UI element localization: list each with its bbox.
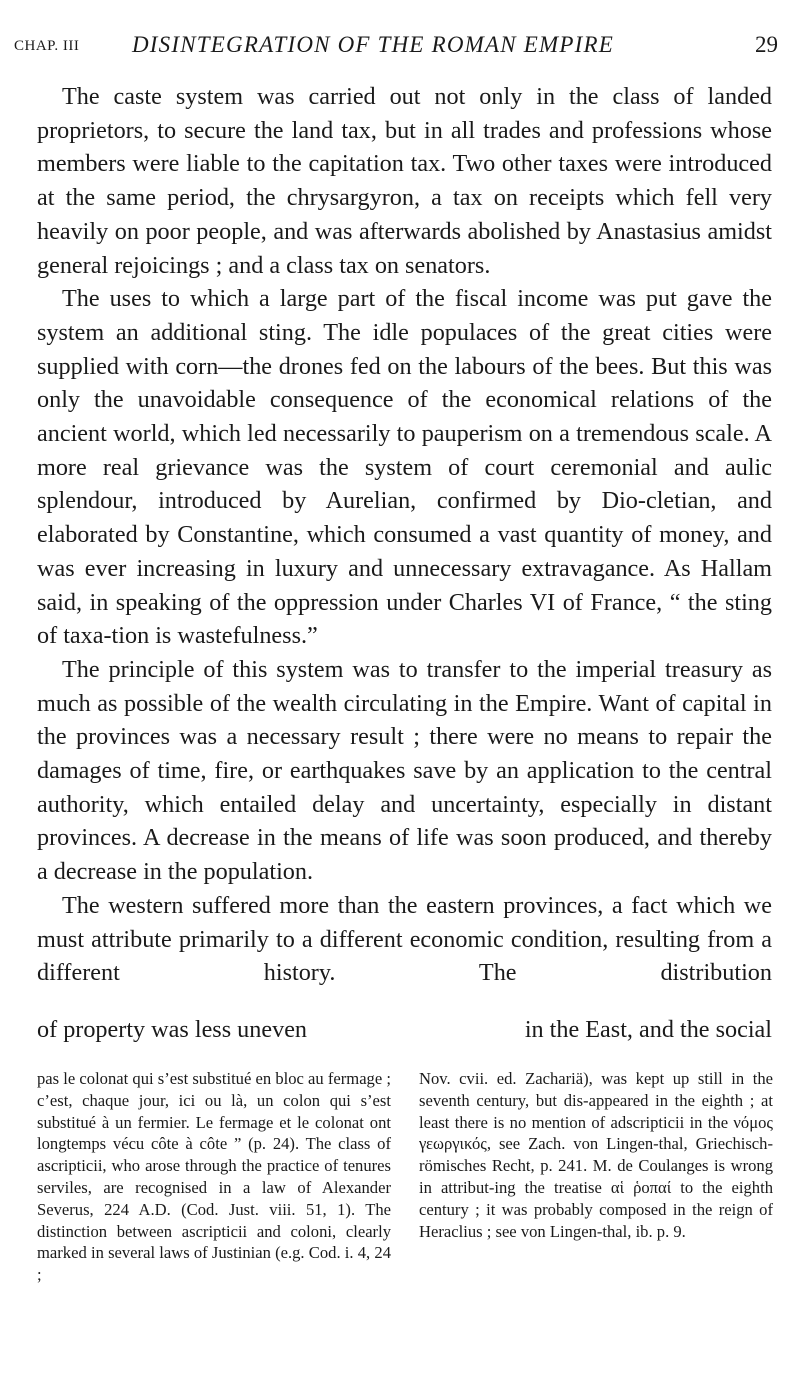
paragraph-caste-system: The caste system was carried out not only in the class of landed proprietors, to secure the land tax, but in all trades and professions whose members were liable to the capitation tax. Two other taxes were introduced at the same period, the chrysargyron, a tax on receipts which fell very heavily on poor people, and was afterwards abolished by Anastasius amidst general rejoicings ; and a class tax on senators. [37,83,772,279]
paragraph-imperial-treasury: The principle of this system was to transfer to the imperial treasury as much as possible of the wealth circulating in the Empire. Want of capital in the provinces was a necessary result ; there were no means to repair the damages of time, fire, or earthquakes save by an application to the central authority, which entailed delay and uncertainty, especially in distant provinces. A decrease in the means of life was soon produced, and thereby a decrease in the population. [37,655,772,886]
footnote-column-left: pas le colonat qui s’est substitué en bloc au fermage ; c’est, chaque jour, ici ou là, un colon qui s’est substitué à un fermier. Le fermage et le colonat ont longtemps vécu côte à côte ” (p. 24). The class of ascripticii, who arose through the practice of tenures serviles, are recognised in a law of Alexander Severus, 224 A.D. (Cod. Just. viii. 51, 1). The distinction between ascripticii and coloni, clearly marked in several laws of Justinian (e.g. Cod. i. 4, 24 ; [37,1069,391,1285]
footnote-column-right: Nov. cvii. ed. Zachariä), was kept up still in the seventh century, but dis-appeared in the eighth ; at least there is no mention of adscripticii in the νόμος γεωργικός, see Zach. von Lingen-thal, Griechisch-römisches Recht, p. 241. M. de Coulanges is wrong in attribut-ing the treatise αἱ ῥοπαί to the eighth century ; it was probably composed in the reign of Heraclius ; see von Lingen-thal, ib. p. 9. [419,1069,773,1241]
split-line-right: in the East, and the social [524,1016,772,1043]
main-text [37,80,772,990]
paragraph-western-provinces: The western suffered more than the eastern provinces, a fact which we must attribute primarily to a different economic condition, resulting from a different history. The distribution [37,891,772,987]
footnotes [37,1068,773,1286]
split-line-left: of property was less uneven [37,1016,308,1043]
chapter-label: CHAP. III [14,38,80,54]
running-title: DISINTEGRATION OF THE ROMAN EMPIRE [132,32,615,57]
split-final-line [37,1013,772,1047]
page-number: 29 [755,32,778,57]
paragraph-fiscal-income: The uses to which a large part of the fiscal income was put gave the system an additional sting. The idle populaces of the great cities were supplied with corn—the drones fed on the labours of the bees. But this was only the unavoidable consequence of the economical relations of the ancient world, which led necessarily to pauperism on a tremendous scale. A more real grievance was the system of court ceremonial and aulic splendour, introduced by Aurelian, confirmed by Dio-cletian, and elaborated by Constantine, which consumed a vast quantity of money, and was ever increasing in luxury and unnecessary extravagance. As Hallam said, in speaking of the oppression under Charles VI of France, “ the sting of taxa-tion is wastefulness.” [37,285,772,650]
running-header [14,30,794,64]
